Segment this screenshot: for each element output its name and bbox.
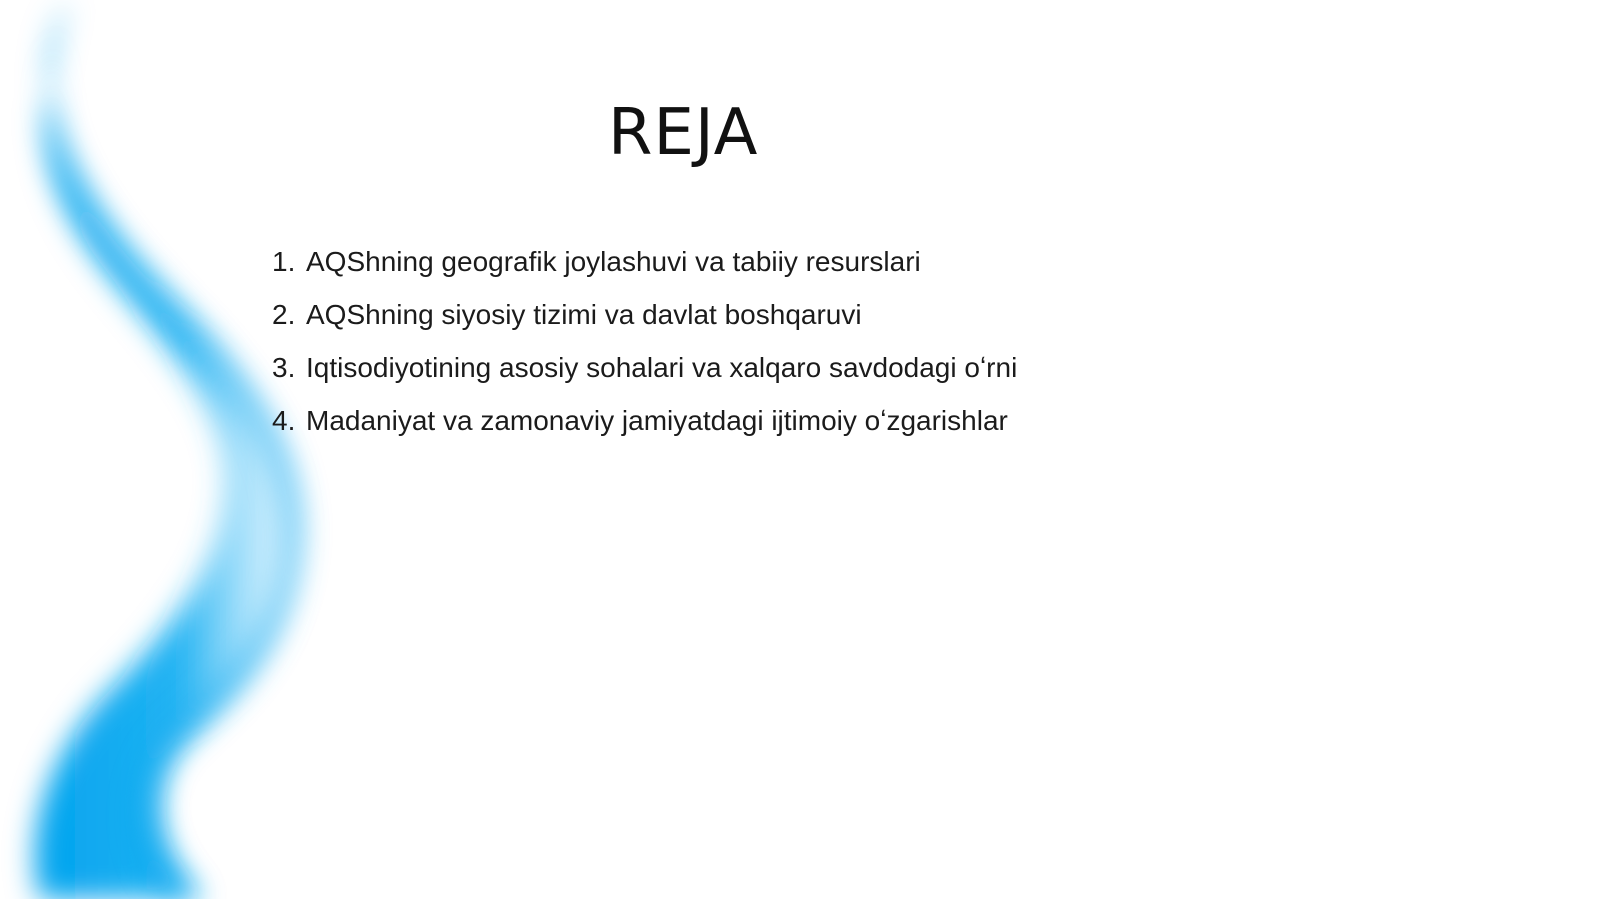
- plan-list: [272, 240, 1017, 452]
- list-item: [272, 293, 1017, 346]
- list-item-text: AQShning geografik joylashuvi va tabiiy resurslari: [306, 246, 921, 277]
- list-item-number: 2.: [272, 299, 296, 330]
- list-item-text: AQShning siyosiy tizimi va davlat boshqaruvi: [306, 299, 862, 330]
- list-item-number: 3.: [272, 352, 296, 383]
- slide-title: REJA: [608, 96, 759, 170]
- list-item: [272, 346, 1017, 399]
- list-item-text: Iqtisodiyotining asosiy sohalari va xalqaro savdodagi oʻrni: [306, 352, 1018, 383]
- list-item: [272, 399, 1017, 452]
- list-item-text: Madaniyat va zamonaviy jamiyatdagi ijtimoiy oʻzgarishlar: [306, 405, 1008, 436]
- list-item-number: 1.: [272, 246, 296, 277]
- list-item: [272, 240, 1017, 293]
- list-item-number: 4.: [272, 405, 296, 436]
